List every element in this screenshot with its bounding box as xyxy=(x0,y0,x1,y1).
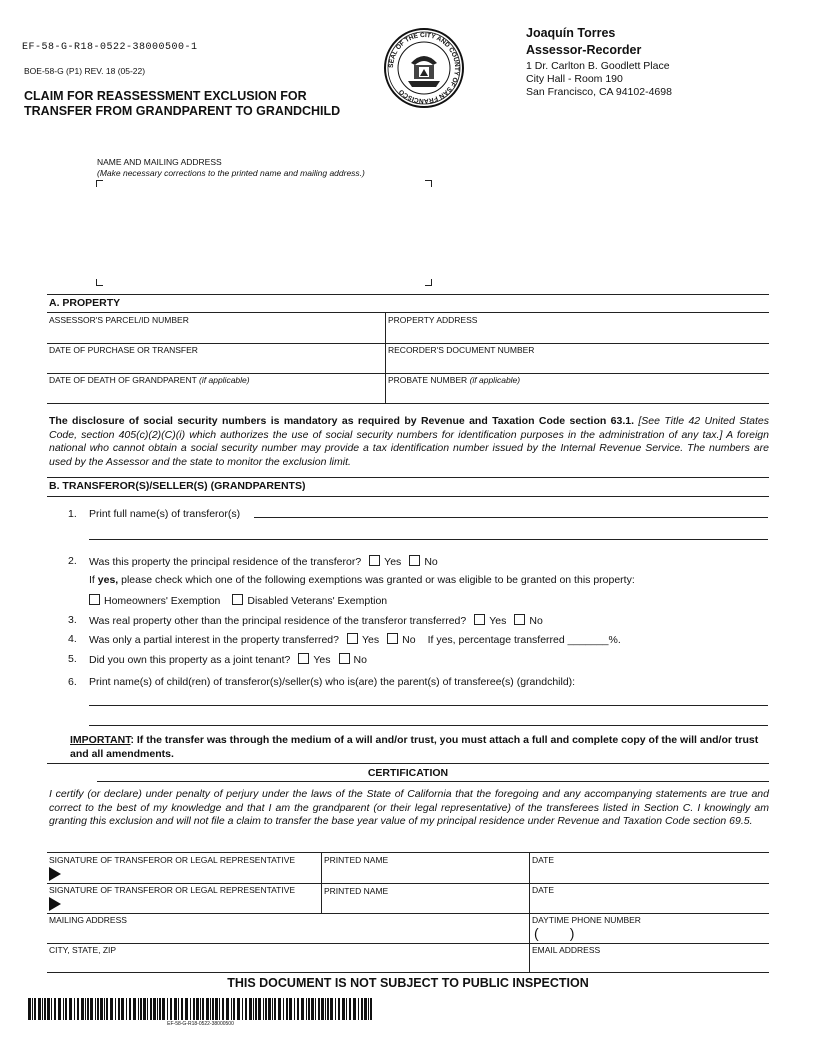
recorder-doc-label: RECORDER'S DOCUMENT NUMBER xyxy=(388,345,535,355)
date-2-label: DATE xyxy=(532,885,555,895)
public-inspection-notice: THIS DOCUMENT IS NOT SUBJECT TO PUBLIC INSPECTION xyxy=(227,976,589,990)
address-line-3: San Francisco, CA 94102-4698 xyxy=(526,86,672,98)
assessor-title: Assessor-Recorder xyxy=(526,43,642,57)
date-1-label: DATE xyxy=(532,855,555,865)
death-date-label: DATE OF DEATH OF GRANDPARENT (if applicable) xyxy=(49,375,250,385)
form-revision: BOE-58-G (P1) REV. 18 (05-22) xyxy=(24,66,146,76)
divider xyxy=(321,852,322,913)
important-notice: IMPORTANT: If the transfer was through the medium of a will and/or trust, you must attach a full and complete copy of the will and/or trust and all amendments. xyxy=(70,734,759,760)
q3-row: Was real property other than the principal residence of the transferor transferred? Yes No xyxy=(89,615,543,627)
q1-text: Print full name(s) of transferor(s) xyxy=(89,508,241,520)
barcode xyxy=(28,998,373,1020)
q5-row: Did you own this property as a joint tenant? Yes No xyxy=(89,654,367,666)
email-label: EMAIL ADDRESS xyxy=(532,945,601,955)
signature-2-field[interactable] xyxy=(64,896,319,912)
q3-yes-checkbox[interactable] xyxy=(474,614,485,625)
q4-yes-checkbox[interactable] xyxy=(347,633,358,644)
q2-followup: If yes, please check which one of the following exemptions was granted or was eligible to be granted on this property: xyxy=(89,574,635,586)
purchase-date-label: DATE OF PURCHASE OR TRANSFER xyxy=(49,345,198,355)
q3-no-checkbox[interactable] xyxy=(514,614,525,625)
q3-number: 3. xyxy=(68,614,77,626)
q2-number: 2. xyxy=(68,555,77,567)
mailing-label: NAME AND MAILING ADDRESS xyxy=(97,157,222,167)
parent-name-line-2[interactable] xyxy=(89,725,768,726)
divider xyxy=(47,373,769,374)
property-address-field[interactable] xyxy=(387,326,768,342)
phone-label: DAYTIME PHONE NUMBER xyxy=(532,915,641,925)
recorder-doc-field[interactable] xyxy=(387,356,768,372)
divider xyxy=(385,312,386,403)
city-state-zip-label: CITY, STATE, ZIP xyxy=(49,945,117,955)
signature-1-label: SIGNATURE OF TRANSFEROR OR LEGAL REPRESENTATIVE xyxy=(49,855,296,865)
divider xyxy=(47,913,769,914)
q1-number: 1. xyxy=(68,508,77,520)
mailing-address-label: MAILING ADDRESS xyxy=(49,915,127,925)
email-field[interactable] xyxy=(531,956,767,971)
form-code: EF-58-G-R18-0522-38000500-1 xyxy=(22,42,198,53)
q2-yes-checkbox[interactable] xyxy=(369,555,380,566)
assessor-block xyxy=(526,25,641,59)
section-b-title: B. TRANSFEROR(S)/SELLER(S) (GRANDPARENTS) xyxy=(49,480,306,492)
q4-number: 4. xyxy=(68,633,77,645)
section-a-title: A. PROPERTY xyxy=(49,297,121,309)
q5-no-checkbox[interactable] xyxy=(339,653,350,664)
svg-text:SEAL OF THE CITY AND COUNTY OF: SEAL OF THE CITY AND COUNTY OF SAN FRANCISCO xyxy=(387,31,461,105)
sign-here-arrow-icon xyxy=(49,867,61,881)
divider xyxy=(47,972,769,973)
q4-percentage: If yes, percentage transferred _______%. xyxy=(427,634,621,646)
city-seal xyxy=(383,27,465,109)
ssn-disclosure: The disclosure of social security numbers is mandatory as required by Revenue and Taxation Code section 63.1. [See Title 42 United States Code, section 405(c)(2)(C)(i) which authorizes the use of social security numbers for identification purposes in the administration of any tax.] A foreign national who cannot obtain a social security number may provide a tax identification number issued by the Internal Revenue Service. The numbers are used by the Assessor and the state to monitor the exclusion limit. xyxy=(49,415,769,468)
mailing-note: (Make necessary corrections to the printed name and mailing address.) xyxy=(97,168,365,178)
sign-here-arrow-icon xyxy=(49,897,61,911)
veterans-checkbox[interactable] xyxy=(232,594,243,605)
date-2-field[interactable] xyxy=(531,896,767,912)
date-1-field[interactable] xyxy=(531,866,767,882)
divider xyxy=(97,781,769,782)
divider xyxy=(47,477,769,478)
q4-no-checkbox[interactable] xyxy=(387,633,398,644)
phone-field[interactable]: ( ) xyxy=(534,925,575,941)
probate-number-label: PROBATE NUMBER (if applicable) xyxy=(388,375,521,385)
q2-no-checkbox[interactable] xyxy=(409,555,420,566)
divider xyxy=(47,294,769,295)
printed-name-1-label: PRINTED NAME xyxy=(324,855,389,865)
q2-row: Was this property the principal residence of the transferor? Yes No xyxy=(89,556,438,568)
divider xyxy=(47,852,769,853)
parcel-id-label: ASSESSOR'S PARCEL/ID NUMBER xyxy=(49,315,189,325)
q5-number: 5. xyxy=(68,653,77,665)
printed-name-2-label: PRINTED NAME xyxy=(324,886,389,896)
title-line-1: CLAIM FOR REASSESSMENT EXCLUSION FOR xyxy=(24,89,307,103)
printed-name-2-field[interactable] xyxy=(323,897,527,912)
mailing-address-field[interactable] xyxy=(48,926,528,942)
title-line-2: TRANSFER FROM GRANDPARENT TO GRANDCHILD xyxy=(24,104,341,118)
signature-2-label: SIGNATURE OF TRANSFEROR OR LEGAL REPRESENTATIVE xyxy=(49,885,296,895)
transferor-name-line-2[interactable] xyxy=(89,539,768,540)
q4-row: Was only a partial interest in the property transferred? Yes No If yes, percentage transferred _______%. xyxy=(89,634,621,646)
purchase-date-field[interactable] xyxy=(48,356,384,372)
assessor-name: Joaquín Torres xyxy=(526,26,616,40)
transferor-name-line[interactable] xyxy=(254,517,768,518)
divider xyxy=(47,883,769,884)
divider xyxy=(47,496,769,497)
divider xyxy=(529,852,530,972)
certification-title: CERTIFICATION xyxy=(367,767,449,779)
assessor-address xyxy=(526,60,672,99)
address-line-1: 1 Dr. Carlton B. Goodlett Place xyxy=(526,60,670,72)
certification-text: I certify (or declare) under penalty of perjury under the laws of the State of California that the foregoing and any accompanying statements are true and correct to the best of my knowledge and that I am the grandparent (or their legal representative) of the transferees listed in Section C. I knowingly am granting this exclusion and will not file a claim to transfer the base year value of my principal residence under Revenue and Taxation Code section 69.5. xyxy=(49,788,769,827)
homeowners-checkbox[interactable] xyxy=(89,594,100,605)
divider xyxy=(47,763,769,764)
address-line-2: City Hall - Room 190 xyxy=(526,73,623,85)
mailing-address-window[interactable] xyxy=(96,180,432,286)
signature-1-field[interactable] xyxy=(64,866,319,882)
parent-name-line[interactable] xyxy=(89,705,768,706)
probate-number-field[interactable] xyxy=(387,386,768,402)
death-date-field[interactable] xyxy=(48,386,384,402)
q6-text: Print name(s) of child(ren) of transferor(s)/seller(s) who is(are) the parent(s) of transferee(s) (grandchild): xyxy=(89,676,576,688)
q6-number: 6. xyxy=(68,676,77,688)
exemption-row: Homeowners' Exemption Disabled Veterans' Exemption xyxy=(81,594,387,608)
q5-yes-checkbox[interactable] xyxy=(298,653,309,664)
divider xyxy=(47,403,769,404)
parcel-id-field[interactable] xyxy=(48,326,384,342)
barcode-text: EF-58-G-R18-0522-38000500 xyxy=(167,1021,234,1027)
property-address-label: PROPERTY ADDRESS xyxy=(388,315,478,325)
page-title xyxy=(24,89,340,119)
printed-name-1-field[interactable] xyxy=(323,866,527,882)
divider xyxy=(47,943,769,944)
divider xyxy=(47,343,769,344)
city-state-zip-field[interactable] xyxy=(48,956,528,971)
divider xyxy=(47,312,769,313)
